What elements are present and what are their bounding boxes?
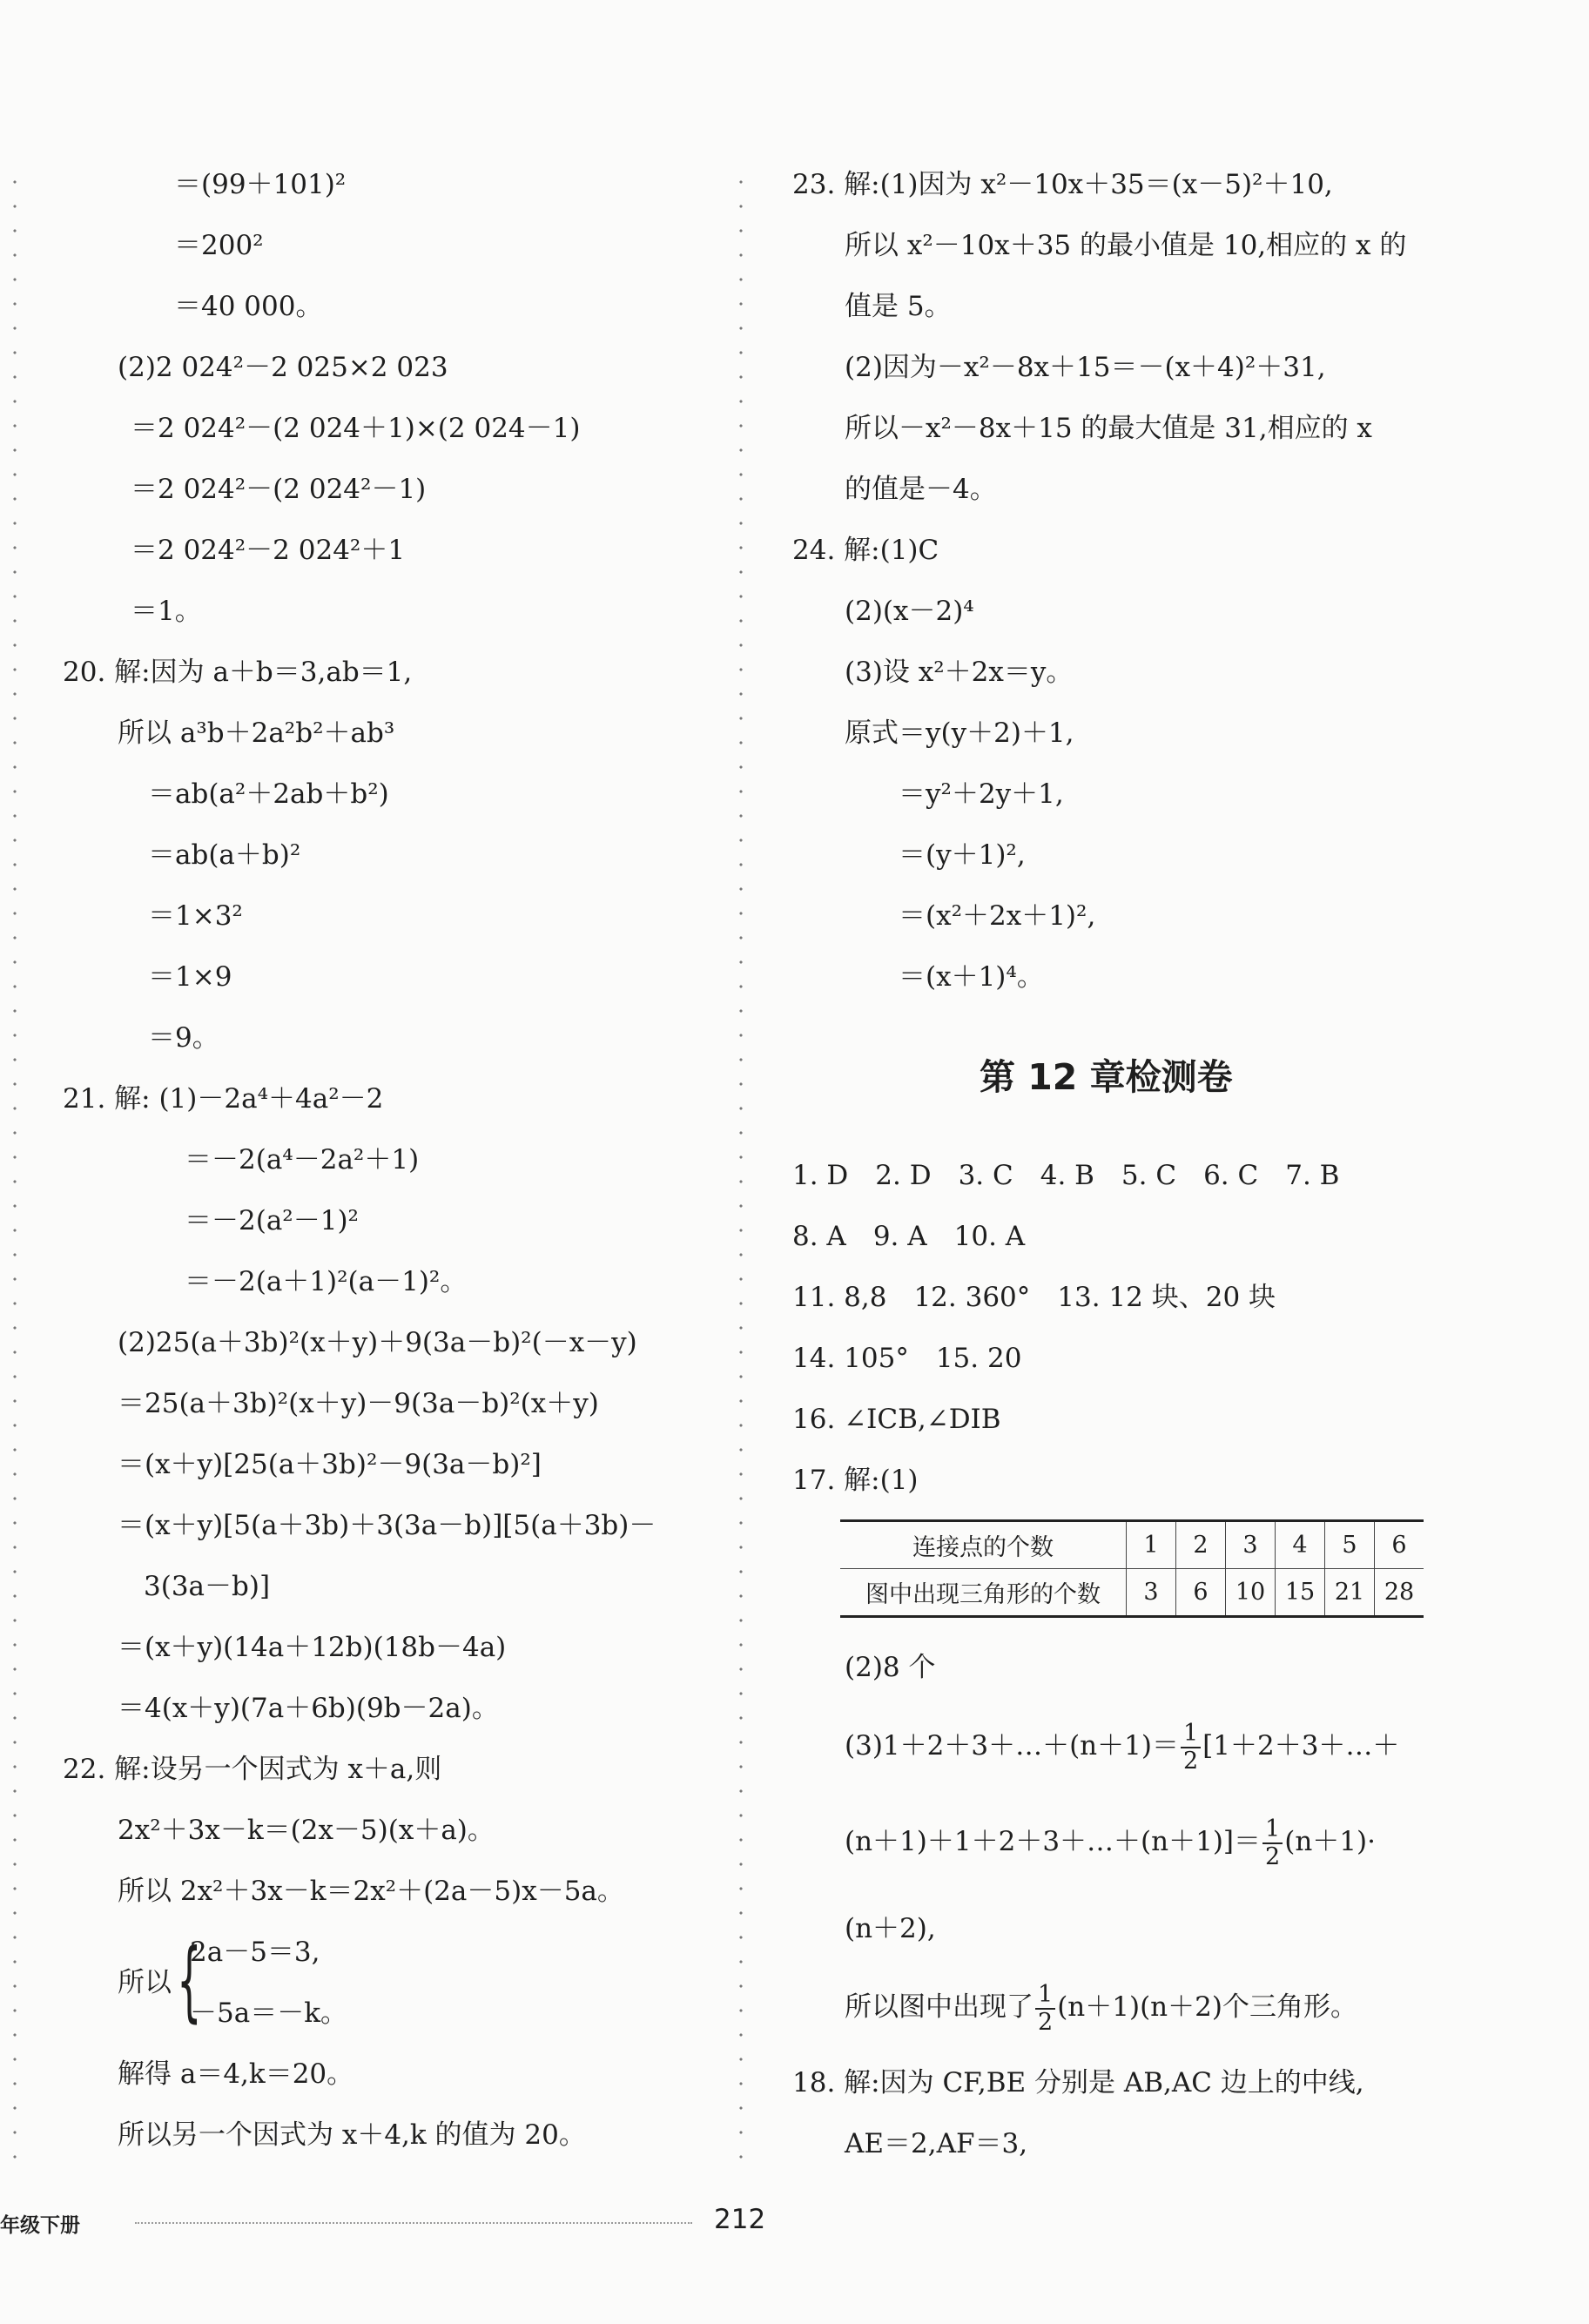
math-line: ＝1×9 bbox=[148, 961, 232, 993]
math-line: ＝ab(a²＋2ab＋b²) bbox=[148, 778, 389, 810]
fraction bbox=[1262, 1816, 1283, 1870]
triangle-count-table bbox=[840, 1519, 1424, 1618]
math-line: ＝(99＋101)² bbox=[174, 169, 347, 200]
table-cell: 21 bbox=[1325, 1569, 1375, 1617]
math-line: 所以 2x²＋3x－k＝2x²＋(2a－5)x－5a。 bbox=[118, 1876, 624, 1907]
math-line: (2)(x－2)⁴ bbox=[845, 596, 974, 627]
math-line: ＝ab(a＋b)² bbox=[148, 839, 301, 871]
math-line: ＝1。 bbox=[131, 596, 202, 627]
table-cell: 15 bbox=[1276, 1569, 1325, 1617]
math-text: (n＋1)(n＋2)个三角形。 bbox=[1057, 1991, 1357, 2023]
math-line: ＝(x＋1)⁴。 bbox=[899, 961, 1044, 993]
math-line: ＝(x＋y)(14a＋12b)(18b－4a) bbox=[118, 1632, 507, 1663]
math-line: (2)因为－x²－8x＋15＝－(x＋4)²＋31, bbox=[845, 352, 1326, 383]
math-line: 值是 5。 bbox=[845, 291, 952, 322]
question-17: 17. 解:(1) bbox=[792, 1465, 919, 1496]
table-row-label: 连接点的个数 bbox=[840, 1521, 1127, 1569]
math-line: 2x²＋3x－k＝(2x－5)(x＋a)。 bbox=[118, 1815, 495, 1846]
question-23: 23. 解:(1)因为 x²－10x＋35＝(x－5)²＋10, bbox=[792, 169, 1333, 200]
math-text: (n＋1)＋1＋2＋3＋…＋(n＋1)]＝ bbox=[845, 1826, 1262, 1857]
fraction bbox=[1181, 1721, 1201, 1775]
math-line: ＝(x＋y)[25(a＋3b)²－9(3a－b)²] bbox=[118, 1449, 542, 1480]
footer-grade-label: 年级下册 bbox=[0, 2214, 80, 2237]
math-line: ＝9。 bbox=[148, 1022, 219, 1054]
math-line: ＝(y＋1)², bbox=[899, 839, 1026, 871]
system-equation: －5a＝－k。 bbox=[190, 1997, 347, 2029]
question-21: 21. 解: (1)－2a⁴＋4a²－2 bbox=[63, 1083, 384, 1115]
math-line: (2)25(a＋3b)²(x＋y)＋9(3a－b)²(－x－y) bbox=[118, 1327, 637, 1358]
math-line bbox=[845, 1977, 1357, 2038]
table-cell: 6 bbox=[1375, 1521, 1424, 1569]
math-line: ＝(x＋y)[5(a＋3b)＋3(3a－b)][5(a＋3b)－ bbox=[118, 1510, 656, 1541]
answer-line: 11. 8,8 12. 360° 13. 12 块、20 块 bbox=[792, 1282, 1276, 1313]
math-line bbox=[845, 1811, 1376, 1872]
math-line: ＝2 024²－2 024²＋1 bbox=[131, 535, 406, 566]
math-line: 的值是－4。 bbox=[845, 474, 997, 505]
question-18: 18. 解:因为 CF,BE 分别是 AB,AC 边上的中线, bbox=[792, 2067, 1364, 2098]
question-22: 22. 解:设另一个因式为 x＋a,则 bbox=[63, 1754, 442, 1785]
table-cell: 3 bbox=[1226, 1521, 1276, 1569]
answer-line: 8. A 9. A 10. A bbox=[792, 1221, 1026, 1252]
page-number: 212 bbox=[714, 2204, 766, 2235]
math-line: ＝40 000。 bbox=[174, 291, 323, 322]
math-line: 解得 a＝4,k＝20。 bbox=[118, 2058, 354, 2090]
math-text: (n＋1)· bbox=[1284, 1826, 1376, 1857]
math-line: (2)8 个 bbox=[845, 1652, 936, 1683]
math-text: 所以图中出现了 bbox=[845, 1991, 1034, 2023]
center-binding-dots bbox=[738, 170, 744, 2164]
math-line: ＝200² bbox=[174, 230, 264, 261]
table-row-label: 图中出现三角形的个数 bbox=[840, 1569, 1127, 1617]
system-equation: 2a－5＝3, bbox=[190, 1937, 320, 1968]
math-line: (2)2 024²－2 025×2 023 bbox=[118, 352, 448, 383]
fraction-denominator: 2 bbox=[1182, 1747, 1199, 1775]
fraction-numerator: 1 bbox=[1035, 1982, 1055, 2010]
math-line: ＝2 024²－(2 024²－1) bbox=[131, 474, 427, 505]
answer-line: 14. 105° 15. 20 bbox=[792, 1343, 1022, 1374]
math-line: ＝(x²＋2x＋1)², bbox=[899, 900, 1096, 932]
table-cell: 3 bbox=[1127, 1569, 1176, 1617]
math-line: (n＋2), bbox=[845, 1913, 936, 1944]
math-text: [1＋2＋3＋…＋ bbox=[1202, 1730, 1400, 1762]
math-line: (3)设 x²＋2x＝y。 bbox=[845, 657, 1074, 688]
fraction bbox=[1035, 1982, 1055, 2036]
fraction-numerator: 1 bbox=[1181, 1721, 1201, 1748]
math-line: 所以 x²－10x＋35 的最小值是 10,相应的 x 的 bbox=[845, 230, 1407, 261]
answer-line: 16. ∠ICB,∠DIB bbox=[792, 1404, 1001, 1435]
fraction-denominator: 2 bbox=[1038, 2008, 1054, 2036]
math-line: 原式＝y(y＋2)＋1, bbox=[845, 717, 1074, 749]
math-line: 所以－x²－8x＋15 的最大值是 31,相应的 x bbox=[845, 413, 1372, 444]
fraction-denominator: 2 bbox=[1265, 1842, 1281, 1870]
math-line: ＝1×3² bbox=[148, 900, 243, 932]
table-row bbox=[840, 1521, 1424, 1569]
table-cell: 6 bbox=[1176, 1569, 1226, 1617]
math-line: ＝－2(a＋1)²(a－1)²。 bbox=[185, 1266, 468, 1297]
math-line: ＝－2(a²－1)² bbox=[185, 1205, 359, 1236]
math-line: 所以另一个因式为 x＋4,k 的值为 20。 bbox=[118, 2119, 586, 2151]
table-row bbox=[840, 1569, 1424, 1617]
math-line: ＝4(x＋y)(7a＋6b)(9b－2a)。 bbox=[118, 1693, 499, 1724]
left-binding-dots bbox=[12, 170, 17, 2164]
math-line bbox=[845, 1715, 1399, 1776]
table-cell: 5 bbox=[1325, 1521, 1375, 1569]
math-line: ＝y²＋2y＋1, bbox=[899, 778, 1064, 810]
table-cell: 28 bbox=[1375, 1569, 1424, 1617]
math-line: ＝－2(a⁴－2a²＋1) bbox=[185, 1144, 420, 1175]
math-line: ＝2 024²－(2 024＋1)×(2 024－1) bbox=[131, 413, 581, 444]
table-cell: 2 bbox=[1176, 1521, 1226, 1569]
math-line: 3(3a－b)] bbox=[144, 1571, 271, 1602]
section-title: 第 12 章检测卷 bbox=[980, 1056, 1233, 1098]
math-line: AE＝2,AF＝3, bbox=[845, 2128, 1028, 2159]
table-cell: 1 bbox=[1127, 1521, 1176, 1569]
footer-dotted-rule bbox=[135, 2222, 692, 2224]
question-24: 24. 解:(1)C bbox=[792, 535, 939, 566]
table-cell: 4 bbox=[1276, 1521, 1325, 1569]
answer-line: 1. D 2. D 3. C 4. B 5. C 6. C 7. B bbox=[792, 1160, 1340, 1191]
math-line: ＝25(a＋3b)²(x＋y)－9(3a－b)²(x＋y) bbox=[118, 1388, 599, 1419]
system-brace: { bbox=[177, 1930, 202, 2031]
table-cell: 10 bbox=[1226, 1569, 1276, 1617]
math-line: 所以 a³b＋2a²b²＋ab³ bbox=[118, 717, 395, 749]
math-line: 所以 bbox=[118, 1967, 172, 1998]
math-text: (3)1＋2＋3＋…＋(n＋1)＝ bbox=[845, 1730, 1179, 1762]
question-20: 20. 解:因为 a＋b＝3,ab＝1, bbox=[63, 657, 413, 688]
fraction-numerator: 1 bbox=[1262, 1816, 1283, 1844]
